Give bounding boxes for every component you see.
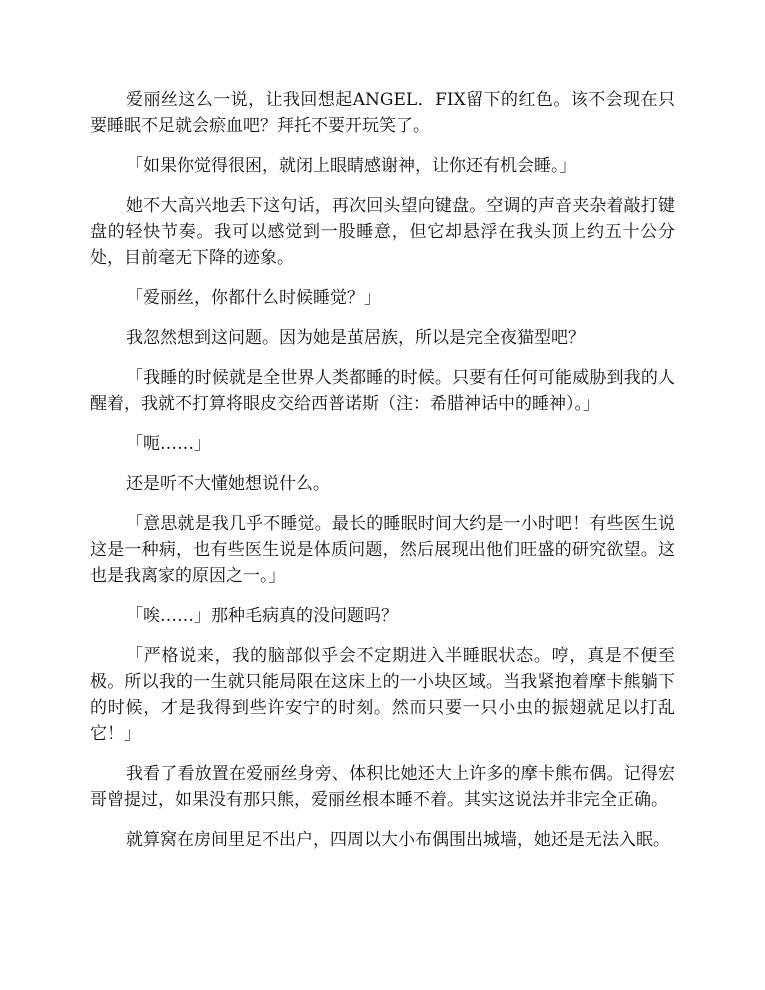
paragraph: 「唉……」那种毛病真的没问题吗？ xyxy=(126,606,398,626)
body-text xyxy=(90,87,675,867)
paragraph: 我看了看放置在爱丽丝身旁、体积比她还大上许多的摩卡熊布偶。记得宏哥曾提过，如果没有那只熊，爱丽丝根本睡不着。其实这说法并非完全正确。 xyxy=(90,764,675,810)
paragraph: 爱丽丝这么一说，让我回想起ANGEL．FIX留下的红色。该不会现在只要睡眠不足就会瘀血吧？拜托不要开玩笑了。 xyxy=(90,90,675,136)
paragraph: 「意思就是我几乎不睡觉。最长的睡眠时间大约是一小时吧！有些医生说这是一种病，也有些医生说是体质问题，然后展现出他们旺盛的研究欲望。这也是我离家的原因之一。」 xyxy=(90,514,675,586)
paragraph: 「如果你觉得很困，就闭上眼睛感谢神，让你还有机会睡。」 xyxy=(126,156,577,176)
paragraph: 「呃……」 xyxy=(126,434,211,454)
paragraph: 「爱丽丝，你都什么时候睡觉？」 xyxy=(126,288,381,308)
paragraph: 「严格说来，我的脑部似乎会不定期进入半睡眠状态。哼，真是不便至极。所以我的一生就只能局限在这床上的一小块区域。当我紧抱着摩卡熊躺下的时候，才是我得到些许安宁的时刻。然而只要一只小虫的振翅就足以打乱它！」 xyxy=(90,646,675,744)
paragraph: 「我睡的时候就是全世界人类都睡的时候。只要有任何可能威胁到我的人醒着，我就不打算将眼皮交给西普诺斯（注：希腊神话中的睡神）。」 xyxy=(90,368,675,414)
paragraph: 就算窝在房间里足不出户，四周以大小布偶围出城墙，她还是无法入眠。 xyxy=(126,830,670,850)
paragraph: 她不大高兴地丢下这句话，再次回头望向键盘。空调的声音夹杂着敲打键盘的轻快节奏。我可以感觉到一股睡意，但它却悬浮在我头顶上约五十公分处，目前毫无下降的迹象。 xyxy=(90,196,675,268)
paragraph: 我忽然想到这问题。因为她是茧居族，所以是完全夜猫型吧？ xyxy=(126,328,585,348)
paragraph: 还是听不大懂她想说什么。 xyxy=(126,474,330,494)
